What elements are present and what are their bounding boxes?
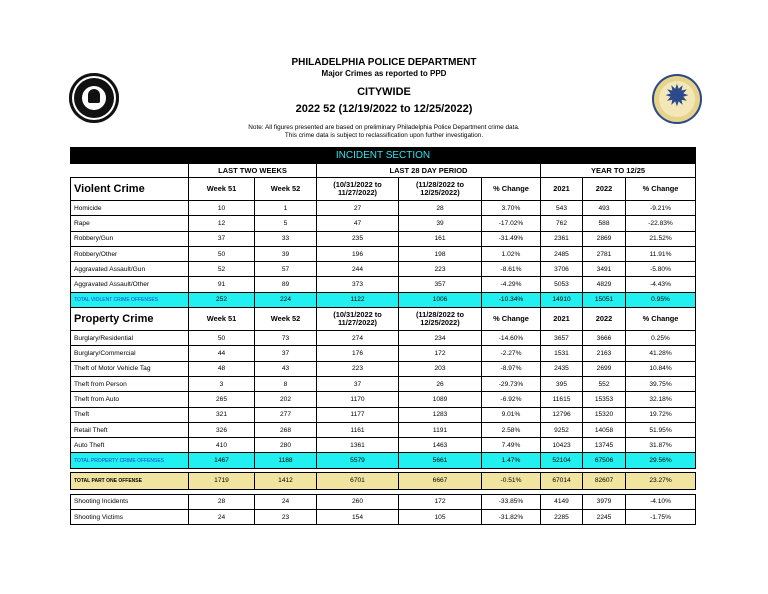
cell-p2: 1089 bbox=[399, 392, 482, 407]
cell-p2: 39 bbox=[399, 216, 482, 231]
cell-y21: 3706 bbox=[541, 262, 583, 277]
violent-total-row: TOTAL VIOLENT CRIME OFFENSES 252 224 1122 1006 -10.34% 14910 15051 0.95% bbox=[71, 292, 696, 307]
cell-p1: 373 bbox=[317, 277, 399, 292]
violent-header-row bbox=[71, 178, 696, 201]
cell-y21: 1531 bbox=[541, 346, 583, 361]
cell-y22: 588 bbox=[583, 216, 626, 231]
cell-pc: -4.29% bbox=[482, 277, 541, 292]
cell-y22: 3666 bbox=[583, 331, 626, 346]
cell-y21: 543 bbox=[541, 201, 583, 216]
group-last-two-weeks: LAST TWO WEEKS bbox=[189, 164, 317, 178]
cell-w51: 12 bbox=[189, 216, 255, 231]
cell-pc: 3.70% bbox=[482, 201, 541, 216]
cell-y21: 2435 bbox=[541, 361, 583, 376]
row-label: Aggravated Assault/Gun bbox=[71, 262, 189, 277]
table-row bbox=[71, 510, 696, 525]
cell-pc: -17.02% bbox=[482, 216, 541, 231]
note-line-1: Note: All figures presented are based on preliminary Philadelphia Police Department crime data. bbox=[248, 124, 520, 131]
cell-p2: 203 bbox=[399, 361, 482, 376]
cell-p2: 26 bbox=[399, 376, 482, 391]
violent-crime-heading: Violent Crime bbox=[71, 178, 189, 201]
cell-p1: 274 bbox=[317, 331, 399, 346]
cell-w52: 33 bbox=[255, 231, 317, 246]
cell-p1: 235 bbox=[317, 231, 399, 246]
cell-p2: 172 bbox=[399, 346, 482, 361]
row-label: Shooting Incidents bbox=[71, 494, 189, 509]
cell-p1: 1170 bbox=[317, 392, 399, 407]
cell-yc: -5.80% bbox=[626, 262, 696, 277]
table-row bbox=[71, 216, 696, 231]
property-header-row: Property Crime Week 51 Week 52 (10/31/2022 to 11/27/2022) (11/28/2022 to 12/25/2022) % Change 2021 2022 % Change bbox=[71, 308, 696, 331]
col-week51: Week 51 bbox=[189, 178, 255, 201]
cell-w51: 326 bbox=[189, 422, 255, 437]
cell-p1: 176 bbox=[317, 346, 399, 361]
cell-w51: 50 bbox=[189, 246, 255, 261]
group-year-to-date: YEAR TO 12/25 bbox=[541, 164, 696, 178]
cell-yc: 32.18% bbox=[626, 392, 696, 407]
row-label: Robbery/Other bbox=[71, 246, 189, 261]
cell-p2: 172 bbox=[399, 494, 482, 509]
cell-p1: 1177 bbox=[317, 407, 399, 422]
table-row bbox=[71, 392, 696, 407]
cell-w51: 3 bbox=[189, 376, 255, 391]
table-row bbox=[71, 246, 696, 261]
cell-p2: 1191 bbox=[399, 422, 482, 437]
table-row bbox=[71, 262, 696, 277]
cell-p1: 27 bbox=[317, 201, 399, 216]
group-last-28-day: LAST 28 DAY PERIOD bbox=[317, 164, 541, 178]
cell-p2: 161 bbox=[399, 231, 482, 246]
cell-yc: 11.91% bbox=[626, 246, 696, 261]
incident-table bbox=[70, 147, 696, 525]
row-label: Shooting Victims bbox=[71, 510, 189, 525]
cell-yc: 51.95% bbox=[626, 422, 696, 437]
cell-y22: 2699 bbox=[583, 361, 626, 376]
row-label: Retail Theft bbox=[71, 422, 189, 437]
cell-y22: 3979 bbox=[583, 494, 626, 509]
table-row bbox=[71, 331, 696, 346]
cell-yc: -1.75% bbox=[626, 510, 696, 525]
cell-y21: 9252 bbox=[541, 422, 583, 437]
cell-w52: 37 bbox=[255, 346, 317, 361]
table-row bbox=[71, 422, 696, 437]
cell-pc: 9.01% bbox=[482, 407, 541, 422]
row-label: Auto Theft bbox=[71, 438, 189, 453]
cell-w51: 24 bbox=[189, 510, 255, 525]
col-period-change: % Change bbox=[482, 178, 541, 201]
table-row bbox=[71, 494, 696, 509]
cell-p1: 260 bbox=[317, 494, 399, 509]
cell-w52: 202 bbox=[255, 392, 317, 407]
cell-y22: 2245 bbox=[583, 510, 626, 525]
cell-y22: 2163 bbox=[583, 346, 626, 361]
report-subtitle: Major Crimes as reported to PPD bbox=[321, 69, 447, 78]
cell-y21: 762 bbox=[541, 216, 583, 231]
cell-p2: 223 bbox=[399, 262, 482, 277]
cell-p2: 105 bbox=[399, 510, 482, 525]
cell-w52: 57 bbox=[255, 262, 317, 277]
cell-w51: 28 bbox=[189, 494, 255, 509]
cell-y22: 3491 bbox=[583, 262, 626, 277]
incident-section-title: INCIDENT SECTION bbox=[71, 148, 696, 164]
table-row bbox=[71, 407, 696, 422]
cell-pc: -31.82% bbox=[482, 510, 541, 525]
cell-yc: 41.28% bbox=[626, 346, 696, 361]
cell-p2: 198 bbox=[399, 246, 482, 261]
table-row bbox=[71, 376, 696, 391]
cell-p1: 154 bbox=[317, 510, 399, 525]
cell-yc: -4.10% bbox=[626, 494, 696, 509]
cell-pc: 1.02% bbox=[482, 246, 541, 261]
cell-w51: 265 bbox=[189, 392, 255, 407]
cell-w51: 48 bbox=[189, 361, 255, 376]
cell-p1: 223 bbox=[317, 361, 399, 376]
cell-yc: -22.83% bbox=[626, 216, 696, 231]
cell-pc: -8.97% bbox=[482, 361, 541, 376]
cell-pc: 7.49% bbox=[482, 438, 541, 453]
cell-y21: 10423 bbox=[541, 438, 583, 453]
cell-w52: 277 bbox=[255, 407, 317, 422]
star-icon: ✹ bbox=[664, 79, 690, 114]
cell-w52: 89 bbox=[255, 277, 317, 292]
cell-p1: 196 bbox=[317, 246, 399, 261]
cell-y21: 4149 bbox=[541, 494, 583, 509]
table-row bbox=[71, 361, 696, 376]
cell-p2: 28 bbox=[399, 201, 482, 216]
cell-y21: 11615 bbox=[541, 392, 583, 407]
cell-p2: 1463 bbox=[399, 438, 482, 453]
row-label: Theft of Motor Vehicle Tag bbox=[71, 361, 189, 376]
property-crime-heading: Property Crime bbox=[71, 308, 189, 331]
cell-y21: 395 bbox=[541, 376, 583, 391]
cell-p1: 47 bbox=[317, 216, 399, 231]
cell-y22: 493 bbox=[583, 201, 626, 216]
cell-p2: 1283 bbox=[399, 407, 482, 422]
note-line-2: This crime data is subject to reclassification upon further investigation. bbox=[284, 132, 484, 139]
row-label: Burglary/Commercial bbox=[71, 346, 189, 361]
cell-w52: 39 bbox=[255, 246, 317, 261]
col-period-2: (11/28/2022 to 12/25/2022) bbox=[399, 178, 482, 201]
row-label: Aggravated Assault/Other bbox=[71, 277, 189, 292]
cell-yc: 21.52% bbox=[626, 231, 696, 246]
cell-y22: 13745 bbox=[583, 438, 626, 453]
row-label: Rape bbox=[71, 216, 189, 231]
cell-pc: -8.61% bbox=[482, 262, 541, 277]
cell-w51: 52 bbox=[189, 262, 255, 277]
part-one-total-row: TOTAL PART ONE OFFENSE 1719 1412 6701 6667 -0.51% 67014 82607 23.27% bbox=[71, 472, 696, 489]
cell-w51: 410 bbox=[189, 438, 255, 453]
cell-y21: 2361 bbox=[541, 231, 583, 246]
cell-y21: 12796 bbox=[541, 407, 583, 422]
police-badge-logo bbox=[652, 74, 702, 124]
cell-w52: 8 bbox=[255, 376, 317, 391]
cell-yc: 10.84% bbox=[626, 361, 696, 376]
col-period-1: (10/31/2022 to 11/27/2022) bbox=[317, 178, 399, 201]
cell-w51: 91 bbox=[189, 277, 255, 292]
cell-w52: 1 bbox=[255, 201, 317, 216]
col-2022: 2022 bbox=[583, 178, 626, 201]
cell-y21: 5053 bbox=[541, 277, 583, 292]
cell-yc: -4.43% bbox=[626, 277, 696, 292]
cell-w51: 44 bbox=[189, 346, 255, 361]
row-label: Burglary/Residential bbox=[71, 331, 189, 346]
cell-pc: -2.27% bbox=[482, 346, 541, 361]
cell-w52: 24 bbox=[255, 494, 317, 509]
cell-w52: 43 bbox=[255, 361, 317, 376]
row-label: Theft from Auto bbox=[71, 392, 189, 407]
cell-w51: 10 bbox=[189, 201, 255, 216]
cell-y22: 2869 bbox=[583, 231, 626, 246]
cell-w52: 5 bbox=[255, 216, 317, 231]
property-total-row: TOTAL PROPERTY CRIME OFFENSES 1467 1188 5579 5661 1.47% 52104 67506 29.56% bbox=[71, 453, 696, 468]
cell-w52: 73 bbox=[255, 331, 317, 346]
cell-pc: -14.60% bbox=[482, 331, 541, 346]
table-row bbox=[71, 201, 696, 216]
cell-pc: 2.58% bbox=[482, 422, 541, 437]
cell-w52: 280 bbox=[255, 438, 317, 453]
cell-yc: 39.75% bbox=[626, 376, 696, 391]
cell-yc: 0.25% bbox=[626, 331, 696, 346]
col-week52: Week 52 bbox=[255, 178, 317, 201]
report-period: 2022 52 (12/19/2022 to 12/25/2022) bbox=[295, 103, 473, 115]
cell-p1: 1161 bbox=[317, 422, 399, 437]
cell-yc: 31.87% bbox=[626, 438, 696, 453]
cell-w51: 37 bbox=[189, 231, 255, 246]
cell-p1: 1361 bbox=[317, 438, 399, 453]
row-label: Homicide bbox=[71, 201, 189, 216]
cell-w52: 23 bbox=[255, 510, 317, 525]
area-title: CITYWIDE bbox=[357, 86, 411, 98]
cell-pc: -33.85% bbox=[482, 494, 541, 509]
cell-y22: 4829 bbox=[583, 277, 626, 292]
cell-y21: 3657 bbox=[541, 331, 583, 346]
table-row bbox=[71, 277, 696, 292]
cell-y22: 15320 bbox=[583, 407, 626, 422]
cell-y21: 2285 bbox=[541, 510, 583, 525]
table-row bbox=[71, 438, 696, 453]
cell-y22: 14058 bbox=[583, 422, 626, 437]
cell-y21: 2485 bbox=[541, 246, 583, 261]
cell-p2: 234 bbox=[399, 331, 482, 346]
cell-y22: 552 bbox=[583, 376, 626, 391]
cell-y22: 15353 bbox=[583, 392, 626, 407]
cell-p2: 357 bbox=[399, 277, 482, 292]
col-2021: 2021 bbox=[541, 178, 583, 201]
row-label: Robbery/Gun bbox=[71, 231, 189, 246]
table-row bbox=[71, 346, 696, 361]
row-label: Theft from Person bbox=[71, 376, 189, 391]
cell-yc: -9.21% bbox=[626, 201, 696, 216]
cell-p1: 37 bbox=[317, 376, 399, 391]
cell-pc: -31.49% bbox=[482, 231, 541, 246]
department-title: PHILADELPHIA POLICE DEPARTMENT bbox=[291, 57, 477, 68]
cell-w51: 50 bbox=[189, 331, 255, 346]
cell-w52: 268 bbox=[255, 422, 317, 437]
row-label: Theft bbox=[71, 407, 189, 422]
cell-yc: 19.72% bbox=[626, 407, 696, 422]
cell-pc: -29.73% bbox=[482, 376, 541, 391]
col-ytd-change: % Change bbox=[626, 178, 696, 201]
table-row bbox=[71, 231, 696, 246]
fop-logo bbox=[69, 73, 119, 123]
cell-p1: 244 bbox=[317, 262, 399, 277]
cell-y22: 2781 bbox=[583, 246, 626, 261]
cell-pc: -6.92% bbox=[482, 392, 541, 407]
cell-w51: 321 bbox=[189, 407, 255, 422]
